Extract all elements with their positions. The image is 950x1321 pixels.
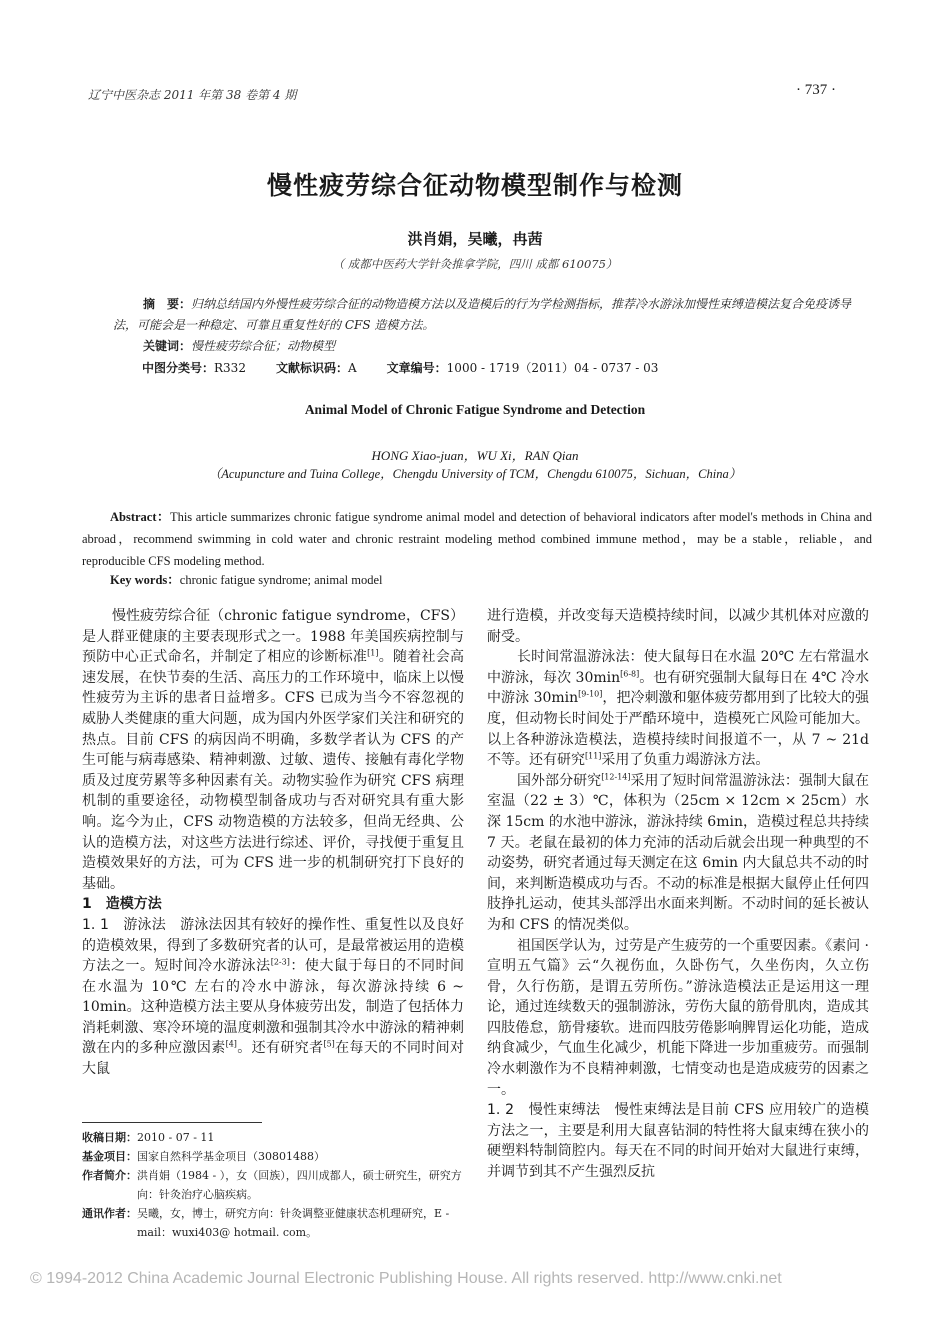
body-paragraph: 进行造模，并改变每天造模持续时间，以减少其机体对应激的耐受。 — [487, 608, 869, 645]
citation: [2-3] — [270, 957, 290, 967]
classification-line — [142, 359, 658, 376]
text-run: ：使大鼠于每日的不同时间在水温为 10℃ 左右的冷水中游泳，每次游泳持续 6 ~ 10min。这种造模方法主要从身体疲劳出发，制造了包括体力消耗刺激、寒冷环境的温度刺激和强制其冷水中游泳的精神刺激在内的多种应激因素 — [82, 958, 465, 1057]
english-keywords-label: Key words： — [110, 573, 180, 587]
affiliation: （ 成都中医药大学针灸推拿学院，四川 成都 610075） — [332, 257, 618, 271]
citation: [1] — [367, 648, 379, 658]
text-run: 在每天的不同时间对大鼠 — [82, 1040, 465, 1078]
citation: [9-10] — [578, 689, 603, 699]
abstract-label: 摘 要： — [143, 297, 192, 311]
doc-value: A — [347, 361, 357, 375]
body-paragraph — [82, 606, 464, 894]
citation: [4] — [225, 1039, 237, 1049]
text-run: 。还有研究者 — [236, 1040, 324, 1057]
text-run: 慢性束缚法是目前 CFS 应用较广的造模方法之一，主要是利用大鼠喜钻洞的特性将大鼠束缚在狭小的硬塑料特制筒腔内。每天在不同的时间开始对大鼠进行束缚，并调节到其不产生强烈反抗 — [487, 1102, 869, 1181]
footnotes — [82, 1128, 464, 1242]
english-keywords-text: chronic fatigue syndrome; animal model — [179, 573, 383, 587]
english-authors: HONG Xiao-juan，WU Xi，RAN Qian — [371, 448, 579, 463]
text-run: 采用了短时间常温游泳法：强制大鼠在室温（22 ± 3）℃，体积为（25cm × 12cm × 25cm）水深 15cm 的水池中游泳，游泳持续 6min，造模过程总共持续 7 天。老鼠在最初的体力充沛的活动后就会出现一种典型的不动姿势，研究者通过每天测定在这 6min 内大鼠总共不动的时间，来判断造模成功与否。不动的标准是根据大鼠停止任何四肢挣扎运动，使其头部浮出水面来判断。不动时间的延长被认为和 CFS 的情况类似。 — [487, 772, 870, 933]
journal-header: 辽宁中医杂志 2011 年第 38 卷第 4 期 — [88, 88, 297, 102]
footnote-label: 基金项目： — [82, 1150, 137, 1163]
footnote-text: 洪肖娟（1984 - ），女（回族），四川成都人，硕士研究生，研究方向：针灸治疗心脑疾病。 — [137, 1169, 462, 1201]
footnote-received — [82, 1128, 464, 1147]
section-heading: 1 造模方法 — [82, 896, 162, 913]
footnote-text: 国家自然科学基金项目（30801488） — [137, 1150, 325, 1163]
subsection-number: 1. 1 — [82, 916, 124, 933]
body-paragraph — [487, 1100, 869, 1182]
copyright-watermark: © 1994-2012 China Academic Journal Electronic Publishing House. All rights reserved. http://www.cnki.net — [30, 1270, 782, 1287]
article-label: 文章编号： — [386, 361, 447, 375]
article-value: 1000 - 1719（2011）04 - 0737 - 03 — [446, 361, 659, 375]
footnote-divider — [82, 1122, 262, 1123]
clc-value: R332 — [214, 361, 246, 375]
footnote-label: 收稿日期： — [82, 1131, 137, 1144]
body-paragraph — [487, 647, 869, 771]
abstract-cn — [113, 294, 865, 357]
english-keywords — [110, 570, 383, 588]
paper-title: 慢性疲劳综合征动物模型制作与检测 — [266, 171, 683, 200]
subsection-title: 慢性束缚法 — [528, 1102, 601, 1119]
subsection-number: 1. 2 — [487, 1102, 529, 1119]
footnote-corresponding — [82, 1204, 464, 1242]
doc-label: 文献标识码： — [275, 361, 348, 375]
text-run: 采用了负重力竭游泳方法。 — [601, 752, 770, 769]
english-abstract-text: This article summarizes chronic fatigue syndrome animal model and detection of behavioral indicators after model's methods in China and abroad，recommend swimming in cold water and chronic restraint modeling method combined immune method，may be a stable，reliable，and reproducible CFS modeling method. — [82, 510, 872, 568]
text-run: 游泳法因其有较好的操作性、重复性以及良好的造模效果，得到了多数研究者的认可，是最常被运用的造模方法之一。短时间冷水游泳法 — [82, 916, 464, 975]
text-run: 。也有研究强制大鼠每日在 4℃ 冷水中游泳 30min — [487, 669, 869, 707]
text-run: 长时间常温游泳法：使大鼠每日在水温 20℃ 左右常温水中游泳，每次 30min — [487, 649, 869, 686]
footnote-label: 通讯作者： — [82, 1207, 137, 1220]
footnote-text: 2010 - 07 - 11 — [137, 1131, 215, 1144]
citation: [12-14] — [601, 772, 631, 782]
text-run: 慢性疲劳综合征（chronic fatigue syndrome，CFS）是人群亚健康的主要表现形式之一。1988 年美国疾病控制与预防中心正式命名，并制定了相应的诊断标准 — [82, 608, 464, 666]
english-title: Animal Model of Chronic Fatigue Syndrome and Detection — [304, 402, 646, 417]
english-abstract — [82, 506, 872, 572]
authors: 洪肖娟，吴曦，冉茜 — [407, 230, 543, 248]
keywords-text: 慢性疲劳综合征；动物模型 — [191, 339, 336, 353]
footnote-author — [82, 1166, 464, 1204]
footnote-label: 作者简介： — [82, 1169, 137, 1182]
footnote-fund — [82, 1147, 464, 1166]
citation: [11] — [585, 751, 602, 761]
keywords-label: 关键词： — [143, 339, 192, 353]
body-paragraph — [82, 915, 464, 1080]
body-paragraph: 祖国医学认为，过劳是产生疲劳的一个重要因素。《素问 · 宣明五气篇》云“久视伤血，久卧伤气，久坐伤肉，久立伤骨，久行伤筋，是谓五劳所伤。”游泳造模法正是运用这一理论，通过连续数天的强制游泳，劳伤大鼠的筋骨肌肉，造成其四肢倦怠，筋骨痿软。进而四肢劳倦影响脾胃运化功能，造成纳食减少，气血生化减少，机能下降进一步加重疲劳。而强制冷水刺激作为不良精神刺激，七情变动也是造成疲劳的因素之一。 — [487, 937, 869, 1098]
text-run: 国外部分研究 — [517, 772, 602, 789]
english-affiliation: （Acupuncture and Tuina College，Chengdu University of TCM，Chengdu 610075，Sichuan，China） — [208, 467, 742, 481]
citation: [5] — [323, 1039, 335, 1049]
body-column-left — [82, 606, 464, 1080]
english-abstract-label: Abstract： — [110, 510, 170, 524]
footnote-text: 吴曦，女，博士，研究方向：针灸调整亚健康状态机理研究，E - mail：wuxi403@ hotmail. com。 — [137, 1207, 450, 1239]
text-run: ，把冷刺激和躯体疲劳都用到了比较大的强度，但动物长时间处于严酷环境中，造模死亡风险可能加大。以上各种游泳造模法，造模持续时间报道不一，从 7 ~ 21d 不等。还有研究 — [487, 690, 869, 769]
body-paragraph — [487, 771, 869, 936]
page-number: · 737 · — [796, 82, 836, 98]
text-run: 。随着社会高速发展，在快节奏的生活、高压力的工作环境中，临床上以慢性疲劳为主诉的患者日益增多。CFS 已成为当今不容忽视的威胁人类健康的重大问题，成为国内外医学家们关注和研究的热点。目前 CFS 的病因尚不明确，多数学者认为 CFS 的产生可能与病毒感染、精神刺激、过敏、遗传、接触有毒化学物质及过度劳累等多种因素有关。动物实验作为研究 CFS 病理机制的重要途径，动物模型制备成功与否对研究具有重大影响。迄今为止，CFS 动物造模的方法较多，但尚无经典、公认的造模方法，对这些方法进行综述、评价，寻找便于重复且造模效果好的方法，可为 CFS 进一步的机制研究打下良好的基础。 — [82, 649, 465, 892]
citation: [6-8] — [620, 669, 640, 679]
body-column-right — [487, 606, 869, 1183]
subsection-title: 游泳法 — [123, 916, 166, 933]
abstract-text: 归纳总结国内外慢性疲劳综合征的动物造模方法以及造模后的行为学检测指标，推荐冷水游泳加慢性束缚造模法复合免疫诱导法，可能会是一种稳定、可靠且重复性好的 CFS 造模方法。 — [113, 297, 852, 332]
clc-label: 中图分类号： — [142, 361, 215, 375]
